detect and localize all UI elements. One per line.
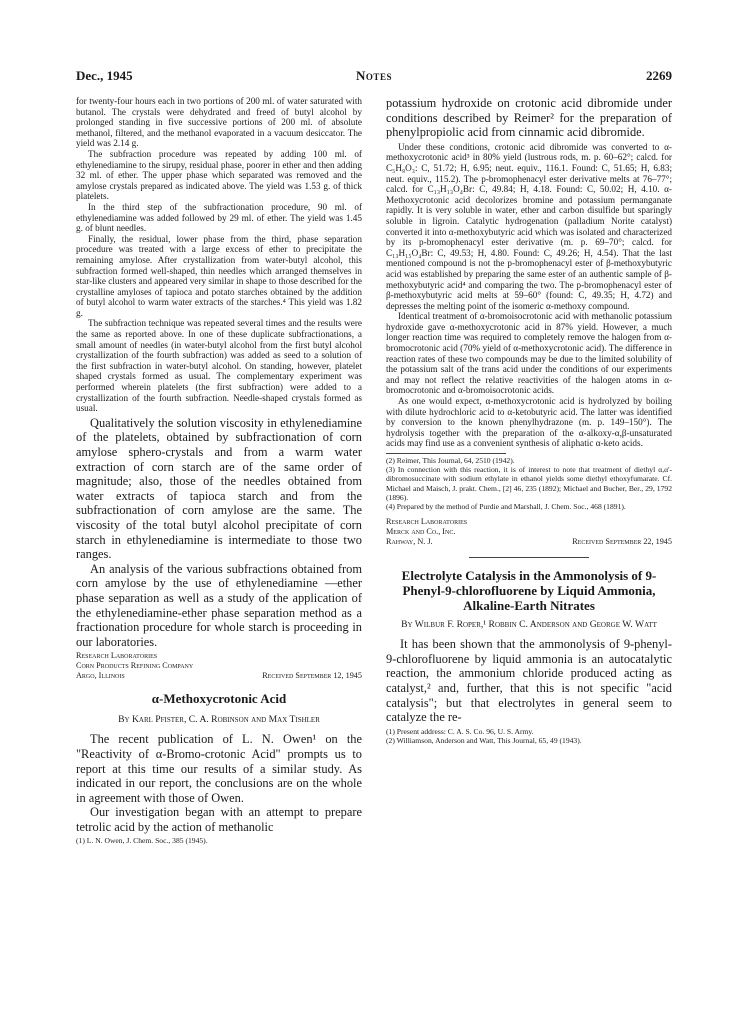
paragraph: The subfraction technique was repeated several times and the results were the same as reported above. In one of these duplicate subfractionations, a small amount of needles (in water-butyl alcohol from the first butyl alcohol crystallization of the fourth subfraction) was added as seed to a solution of the first subfraction in water-butyl alcohol. On standing, however, platelet shaped crystals formed as usual. The complementary experiment was performed wherein platelets (the first subfraction) were added to a crystallization of the fourth subfraction. Needle-shaped crystals formed as usual. — [76, 318, 362, 414]
paragraph: Identical treatment of α-bromoisocrotonic acid with methanolic potassium hydroxide gave α-methoxycrotonic acid in 87% yield. However, a much longer reaction time was required to completely remove the halogen from α-bromocrotonic acid (70% yield of α-methoxycrotonic acid). The difference in reaction rates of these two compounds may be due to the limited solubility of the potassium salt of the trans acid under the conditions of our experiments and may not reflect the relative reactivities of the halogen atoms in α-bromocrotonic and α-bromoisocrotonic acids. — [386, 311, 672, 396]
affiliation-received-row — [76, 671, 362, 681]
paragraph: Finally, the residual, lower phase from the third, phase separation procedure was treated with a large excess of ether to precipitate the remaining amylose. After crystallization from water-butyl alcohol, this subfraction formed well-shaped, thin needles which arranged themselves in star-like clusters and appeared very similar in shape to those described for the crystalline amyloses of tapioca and potato starches obtained by the addition of butyl alcohol to warm water extracts of the starches.⁴ This yield was 1.82 g. — [76, 233, 362, 318]
paragraph: In the third step of the subfractionation procedure, 90 ml. of ethylenediamine was added followed by 29 ml. of ether. The yield was 1.45 g. of blunt needles. — [76, 201, 362, 234]
footnote: (2) Williamson, Anderson and Watt, This Journal, 65, 49 (1943). — [386, 735, 582, 745]
paragraph: As one would expect, α-methoxycrotonic acid is hydrolyzed by boiling with dilute hydrochloric acid to α-ketobutyric acid. The latter was identified by conversion to the known phenylhydrazone (m. p. 149–150°). The hydrolysis together with the preparation of the α-alkoxy-α,β-unsaturated acids may find use as a convenient synthesis of aliphatic α-keto acids. — [386, 396, 672, 449]
paragraph: for twenty-four hours each in two portions of 200 ml. of water saturated with butanol. The crystals were dehydrated and freed of butyl alcohol by prolonged standing in five successive portions of 200 ml. of absolute methanol, filtered, and the methanol evaporated in a vacuum desiccator. The yield was 2.14 g. — [76, 96, 362, 149]
affiliation-line: Research Laboratories — [76, 651, 158, 661]
received-date: Received September 22, 1945 — [572, 537, 672, 547]
paragraph: Under these conditions, crotonic acid dibromide was converted to α-methoxycrotonic acid³ in 80% yield (lustrous rods, m. p. 60–62°; calcd. for C₅H₈O₃: C, 51.72; H, 6.95; neut. equiv., 116.1. Found: C, 51.65; H, 6.83; neut. equiv., 115.2). The p-bromophenacyl ester derivative melts at 76–77°; calcd. for C₁₃H₁₃O₄Br: C, 49.84; H, 4.18. Found: C, 50.02; H, 4.10. α-Methoxycrotonic acid decolorizes bromine and potassium permanganate rapidly. It is very soluble in water, ether and carbon disulfide but sparingly soluble in ligroin. Catalytic hydrogenation (palladium Norite catalyst) converted it into α-methoxybutyric acid which was isolated and characterized by its p-bromophenacyl ester derivative (m. p. 69–70°; calcd. for C₁₃H₁₅O₄Br: C, 49.53; H, 4.80. Found: C, 49.26; H, 4.54). That the last mentioned compound is not the p-bromophenacyl ester of β-methoxybutyric acid was established by preparing the same ester of an authentic sample of β-methoxybutyric acid⁴ and comparing the two. The p-bromophenacyl ester of β-methoxybutyric acid melts at 59–60° (found: C, 49.35; H, 4.72) and depresses the melting point of the isomeric α-methoxy compound. — [386, 141, 672, 311]
left-column — [76, 96, 362, 846]
affiliation-line: Rahway, N. J. — [386, 537, 433, 547]
article-byline: By Karl Pfister, C. A. Robinson and Max Tishler — [118, 714, 320, 726]
paragraph: potassium hydroxide on crotonic acid dibromide under conditions described by Reimer² for the preparation of phenylpropiolic acid from cinnamic acid dibromide. — [386, 96, 672, 140]
affiliation-received-row — [386, 537, 672, 547]
affiliation-line: Merck and Co., Inc. — [386, 527, 456, 537]
affiliation-line: Corn Products Refining Company — [76, 661, 194, 671]
received-date: Received September 12, 1945 — [262, 671, 362, 681]
article-title: Electrolyte Catalysis in the Ammonolysis of 9-Phenyl-9-chlorofluorene by Liquid Ammonia, Alkaline-Earth Nitrates — [401, 568, 657, 614]
footnote: (4) Prepared by the method of Purdie and Marshall, J. Chem. Soc., 468 (1891). — [386, 502, 626, 512]
affiliation-line: Argo, Illinois — [76, 671, 125, 681]
affiliation-line: Research Laboratories — [386, 517, 468, 527]
article-title: α-Methoxycrotonic Acid — [151, 691, 287, 707]
header-page-number: 2269 — [646, 68, 672, 83]
right-column — [386, 96, 672, 745]
paragraph: Qualitatively the solution viscosity in ethylenediamine of the platelets, obtained by subfractionation of corn amylose sphero-crystals and from a warm water extraction of corn starch are of the same order of magnitude; also, those of the needles obtained from water extracts of tapioca starch and from the subfractionation of corn amylose are the same. The viscosity of the total butyl alcohol precipitate of corn starch in ethylenediamine is intermediate to those two ranges. — [76, 415, 362, 562]
footnote: (2) Reimer, This Journal, 64, 2510 (1942). — [386, 456, 515, 465]
paragraph: It has been shown that the ammonolysis of 9-phenyl-9-chlorofluorene by liquid ammonia is an autocatalytic reaction, the ammonium chloride produced acting as catalyst,² and, further, that this is not specific "acid catalysis"; but that electrolytes in general seem to catalyze the re- — [386, 637, 672, 725]
header-section: Notes — [356, 68, 392, 83]
footnote: (3) In connection with this reaction, it is of interest to note that treatment of diethyl α,α'-dibromosuccinate with sodium ethylate in ethanol yields some diethyl ethoxyfumarate. Cf. Michael and Maisch, J. prakt. Chem., [2] 46, 235 (1892); Michael and Bucher, Ber., 29, 1792 (1896). — [386, 465, 672, 502]
page-header — [76, 68, 672, 86]
paragraph: The recent publication of L. N. Owen¹ on the "Reactivity of α-Bromo-crotonic Acid" prompts us to report at this time our results of a similar study. As indicated in our report, the conclusions are on the whole in agreement with those of Owen. — [76, 732, 362, 805]
paragraph: The subfraction procedure was repeated by adding 100 ml. of ethylenediamine to the sirupy, residual phase, poorer in ether and then adding 32 ml. of ether. The upper phase which separated was removed and the amylose crystals prepared as indicated above. The yield was 1.53 g. of thick platelets. — [76, 148, 362, 202]
article-byline: By Wilbur F. Roper,¹ Robbin C. Anderson and George W. Watt — [401, 619, 657, 631]
footnote: (1) Present address: C. A. S. Co. 96, U. S. Army. — [386, 726, 534, 736]
header-date: Dec., 1945 — [76, 68, 133, 83]
paragraph: An analysis of the various subfractions obtained from corn amylose by the use of ethylenediamine —ether phase separation as well as a study of the application of the ethylenediamine-ether phase separation method as a fractionation procedure for whole starch is proceeding in our laboratories. — [76, 561, 362, 649]
paragraph: Our investigation began with an attempt to prepare tetrolic acid by the action of methanolic — [76, 805, 362, 834]
footnote: (1) L. N. Owen, J. Chem. Soc., 385 (1945). — [76, 836, 208, 846]
